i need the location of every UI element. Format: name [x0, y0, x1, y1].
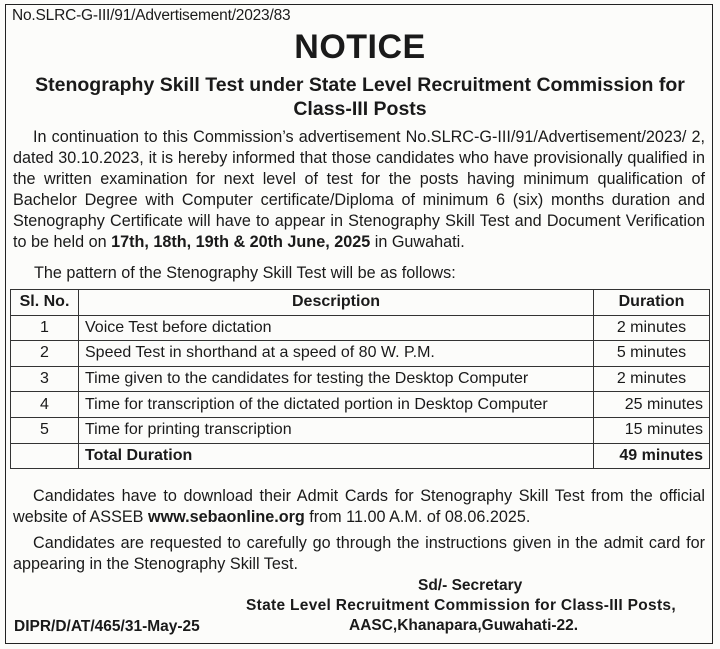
header-description: Description — [79, 290, 594, 316]
header-sl-no: Sl. No. — [11, 290, 79, 316]
para3-text: Candidates have to download their Admit Cards for Stenography Skill Test from the official website of ASSEB — [13, 487, 705, 526]
row-description: Time for transcription of the dictated portion in Desktop Computer — [79, 392, 594, 418]
paragraph-continuation — [13, 127, 705, 253]
notice-subtitle — [20, 73, 700, 121]
row-sl: 3 — [11, 366, 79, 392]
row-description: Voice Test before dictation — [79, 315, 594, 341]
para4-text: Candidates are requested to carefully go through the instructions given in the admit card for appearing in the Stenography Skill Test. — [13, 534, 705, 573]
row-sl: 2 — [11, 341, 79, 367]
row-sl: 5 — [11, 417, 79, 443]
para1-text: In continuation to this Commission’s advertisement No.SLRC-G-III/91/Advertisement/2023/ 2, dated 30.10.2023, it is hereby informed that those candidates who have provisionally qualified in the written examination for next level of test for the posts having minimum qualification of Bachelor Degree with Computer certificate/Diploma of minimum 6 (six) months duration and Stenography Certificate will have to appear in Stenography Skill Test and Document Verification to be held on — [13, 128, 705, 251]
total-empty-cell — [11, 443, 79, 469]
test-pattern-table — [10, 289, 710, 469]
header-duration: Duration — [594, 290, 710, 316]
paragraph-admit-card — [13, 486, 705, 528]
reference-number: No.SLRC-G-III/91/Advertisement/2023/83 — [12, 7, 291, 24]
table-header-row — [11, 290, 710, 316]
para1-end: in Guwahati. — [370, 233, 465, 251]
table-row — [11, 392, 710, 418]
subtitle-line-1: Stenography Skill Test under State Level Recruitment Commission for — [35, 74, 685, 96]
table-row — [11, 341, 710, 367]
paragraph-instructions — [13, 533, 705, 575]
signature-commission: State Level Recruitment Commission for Class-III Posts, — [246, 597, 676, 614]
notice-title: NOTICE — [294, 28, 426, 66]
table-total-row — [11, 443, 710, 469]
table-row — [11, 366, 710, 392]
row-duration: 25 minutes — [594, 392, 710, 418]
signature-address: AASC,Khanapara,Guwahati-22. — [349, 617, 579, 634]
subtitle-line-2: Class-III Posts — [293, 98, 427, 120]
table-row — [11, 315, 710, 341]
signature-secretary: Sd/- Secretary — [418, 577, 523, 594]
row-description: Time given to the candidates for testing the Desktop Computer — [79, 366, 594, 392]
website-link: www.sebaonline.org — [147, 508, 305, 526]
row-sl: 1 — [11, 315, 79, 341]
table-row — [11, 417, 710, 443]
row-duration: 2 minutes — [594, 315, 710, 341]
paragraph-pattern: The pattern of the Stenography Skill Test will be as follows: — [34, 264, 456, 282]
row-sl: 4 — [11, 392, 79, 418]
total-value: 49 minutes — [594, 443, 710, 469]
para3-end: from 11.00 A.M. of 08.06.2025. — [304, 508, 531, 526]
test-dates: 17th, 18th, 19th & 20th June, 2025 — [111, 233, 371, 251]
dipr-reference: DIPR/D/AT/465/31-May-25 — [14, 618, 200, 635]
total-label: Total Duration — [79, 443, 594, 469]
row-duration: 5 minutes — [594, 341, 710, 367]
row-description: Speed Test in shorthand at a speed of 80 W. P.M. — [79, 341, 594, 367]
row-description: Time for printing transcription — [79, 417, 594, 443]
row-duration: 2 minutes — [594, 366, 710, 392]
row-duration: 15 minutes — [594, 417, 710, 443]
